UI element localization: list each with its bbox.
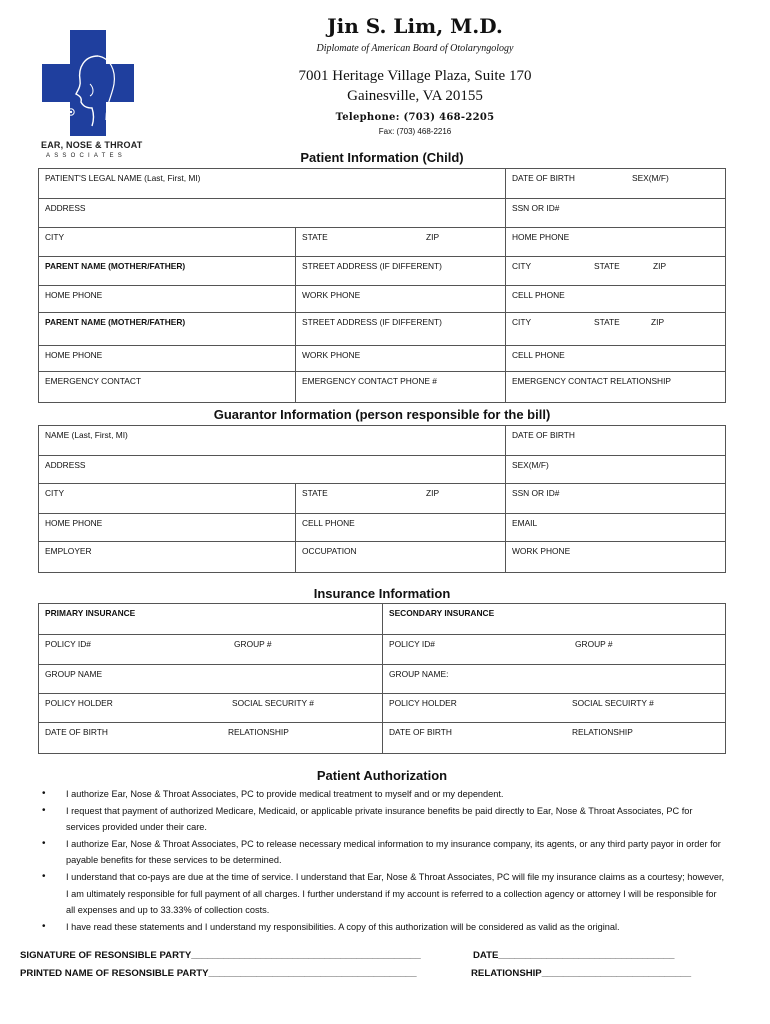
authorization-item xyxy=(38,836,726,869)
parent2-home-phone-field[interactable] xyxy=(39,346,295,371)
guarantor-row-phones xyxy=(39,513,725,541)
authorization-item xyxy=(38,869,726,919)
guarantor-address-label: ADDRESS xyxy=(45,460,86,470)
patient-row-name xyxy=(39,169,725,198)
primary-group-name-label: GROUP NAME xyxy=(45,669,103,679)
secondary-policy-group-field[interactable] xyxy=(382,635,725,664)
insurance-row-dob xyxy=(39,722,725,753)
patient-zip-label: ZIP xyxy=(426,232,440,242)
address-line-1: 7001 Heritage Village Plaza, Suite 170 xyxy=(298,68,532,84)
insurance-row-policy xyxy=(39,634,725,664)
patient-state-label: STATE xyxy=(302,232,328,242)
insurance-row-headers xyxy=(39,604,725,634)
secondary-insurance-label: SECONDARY INSURANCE xyxy=(389,608,495,618)
patient-city-field[interactable] xyxy=(39,228,295,256)
parent2-street-field[interactable] xyxy=(295,313,505,345)
secondary-insurance-field[interactable] xyxy=(382,604,725,634)
parent2-name-label: PARENT NAME (MOTHER/FATHER) xyxy=(45,317,186,327)
patient-home-phone-label: HOME PHONE xyxy=(512,232,570,242)
secondary-dob-label: DATE OF BIRTH xyxy=(389,727,452,737)
guarantor-email-label: EMAIL xyxy=(512,518,538,528)
bullet-icon: • xyxy=(42,870,46,882)
authorization-text: I authorize Ear, Nose & Throat Associates, PC to release necessary medical information to my insurance company, its agents, or any third party payor in order for payable benefits for these services to be determined. xyxy=(66,838,721,866)
guarantor-home-phone-field[interactable] xyxy=(39,514,295,541)
relationship-line[interactable]: RELATIONSHIP____________________________ xyxy=(471,968,692,979)
parent1-home-phone-label: HOME PHONE xyxy=(45,290,103,300)
authorization-list xyxy=(38,786,726,935)
patient-legal-name-label: PATIENT'S LEGAL NAME (Last, First, MI) xyxy=(45,173,201,183)
parent1-zip-label: ZIP xyxy=(653,261,667,271)
patient-address-field[interactable] xyxy=(39,199,505,227)
patient-row-city xyxy=(39,227,725,256)
signature-line[interactable]: SIGNATURE OF RESONSIBLE PARTY___________________________________________ xyxy=(20,950,421,961)
guarantor-employer-label: EMPLOYER xyxy=(45,546,92,556)
parent1-work-phone-label: WORK PHONE xyxy=(302,290,361,300)
guarantor-state-zip-field[interactable] xyxy=(295,484,505,513)
secondary-group-label: GROUP # xyxy=(575,639,613,649)
logo-subtitle: ASSOCIATES xyxy=(46,153,126,159)
secondary-ssn-label: SOCIAL SECUIRTY # xyxy=(572,698,654,708)
guarantor-section-title: Guarantor Information (person responsible for the bill) xyxy=(213,407,551,422)
logo-name: EAR, NOSE & THROAT xyxy=(41,140,143,150)
primary-insurance-field[interactable] xyxy=(39,604,382,634)
parent1-street-field[interactable] xyxy=(295,257,505,285)
secondary-policy-id-label: POLICY ID# xyxy=(389,639,435,649)
emergency-phone-field[interactable] xyxy=(295,372,505,402)
patient-section-title: Patient Information (Child) xyxy=(300,150,464,165)
primary-group-name-field[interactable] xyxy=(39,665,382,693)
guarantor-cell-phone-label: CELL PHONE xyxy=(302,518,355,528)
authorization-item xyxy=(38,919,726,936)
doctor-name: Jin S. Lim, M.D. xyxy=(327,14,503,38)
guarantor-row-employer xyxy=(39,541,725,572)
guarantor-work-phone-label: WORK PHONE xyxy=(512,546,571,556)
secondary-group-name-field[interactable] xyxy=(382,665,725,693)
insurance-info-grid xyxy=(38,603,726,754)
patient-home-phone-field[interactable] xyxy=(505,228,725,256)
guarantor-dob-field[interactable] xyxy=(505,426,725,455)
primary-relationship-label: RELATIONSHIP xyxy=(228,727,289,737)
parent1-cell-phone-field[interactable] xyxy=(505,286,725,312)
guarantor-zip-label: ZIP xyxy=(426,488,440,498)
guarantor-info-grid xyxy=(38,425,726,573)
emergency-row xyxy=(39,371,725,402)
parent1-state-label: STATE xyxy=(594,261,620,271)
primary-policy-holder-label: POLICY HOLDER xyxy=(45,698,113,708)
guarantor-sex-label: SEX(M/F) xyxy=(512,460,549,470)
emergency-relationship-label: EMERGENCY CONTACT RELATIONSHIP xyxy=(512,376,671,386)
patient-address-label: ADDRESS xyxy=(45,203,86,213)
primary-dob-relationship-field[interactable] xyxy=(39,723,382,753)
parent1-home-phone-field[interactable] xyxy=(39,286,295,312)
secondary-policy-holder-label: POLICY HOLDER xyxy=(389,698,457,708)
parent2-home-phone-label: HOME PHONE xyxy=(45,350,103,360)
authorization-text: I authorize Ear, Nose & Throat Associates, PC to provide medical treatment to myself and or my dependent. xyxy=(66,789,504,799)
insurance-row-holder xyxy=(39,693,725,722)
secondary-relationship-label: RELATIONSHIP xyxy=(572,727,633,737)
guarantor-occupation-label: OCCUPATION xyxy=(302,546,357,556)
guarantor-occupation-field[interactable] xyxy=(295,542,505,572)
primary-policy-id-label: POLICY ID# xyxy=(45,639,91,649)
authorization-text: I request that payment of authorized Medicare, Medicaid, or applicable private insurance benefits be paid directly to Ear, Nose & Throat Associates, PC for services provided under their care. xyxy=(66,805,693,833)
parent1-city-label: CITY xyxy=(512,261,532,271)
guarantor-sex-field[interactable] xyxy=(505,456,725,483)
insurance-row-group-name xyxy=(39,664,725,693)
parent2-cell-phone-label: CELL PHONE xyxy=(512,350,565,360)
parent1-name-label: PARENT NAME (MOTHER/FATHER) xyxy=(45,261,186,271)
guarantor-cell-phone-field[interactable] xyxy=(295,514,505,541)
fax: Fax: (703) 468-2216 xyxy=(378,127,452,136)
guarantor-row-address xyxy=(39,455,725,483)
guarantor-ssn-label: SSN OR ID# xyxy=(512,488,560,498)
guarantor-state-label: STATE xyxy=(302,488,328,498)
patient-info-grid xyxy=(38,168,726,403)
address-line-2: Gainesville, VA 20155 xyxy=(347,88,483,104)
authorization-text: I understand that co-pays are due at the time of service. I understand that Ear, Nose & Throat Associates, PC will file my insurance claims as a courtesy; however, I am ultimately responsible for full payment of all charges. I further understand if my account is referred to a collection agency or attorney I will be responsible for all expenses and up to 33.33% of collection costs. xyxy=(66,871,725,916)
secondary-group-name-label: GROUP NAME: xyxy=(389,669,449,679)
patient-legal-name-field[interactable] xyxy=(39,169,505,198)
parent1-city-state-zip-field[interactable] xyxy=(505,257,725,285)
parent2-work-phone-field[interactable] xyxy=(295,346,505,371)
patient-city-label: CITY xyxy=(45,232,65,242)
patient-ssn-label: SSN OR ID# xyxy=(512,203,560,213)
parent2-city-state-zip-field[interactable] xyxy=(505,313,725,345)
emergency-contact-field[interactable] xyxy=(39,372,295,402)
bullet-icon: • xyxy=(42,920,46,932)
patient-ssn-field[interactable] xyxy=(505,199,725,227)
guarantor-name-label: NAME (Last, First, MI) xyxy=(45,430,128,440)
guarantor-work-phone-field[interactable] xyxy=(505,542,725,572)
parent2-state-label: STATE xyxy=(594,317,620,327)
primary-group-label: GROUP # xyxy=(234,639,272,649)
guarantor-email-field[interactable] xyxy=(505,514,725,541)
parent1-street-label: STREET ADDRESS (IF DIFFERENT) xyxy=(302,261,442,271)
secondary-dob-relationship-field[interactable] xyxy=(382,723,725,753)
guarantor-row-name xyxy=(39,426,725,455)
guarantor-address-field[interactable] xyxy=(39,456,505,483)
authorization-item xyxy=(38,786,726,803)
parent2-row xyxy=(39,312,725,345)
parent1-name-field[interactable] xyxy=(39,257,295,285)
primary-insurance-label: PRIMARY INSURANCE xyxy=(45,608,136,618)
primary-dob-label: DATE OF BIRTH xyxy=(45,727,108,737)
telephone: Telephone: (703) 468-2205 xyxy=(335,112,495,123)
parent2-city-label: CITY xyxy=(512,317,532,327)
bullet-icon: • xyxy=(42,804,46,816)
date-line[interactable]: DATE_________________________________ xyxy=(473,950,675,961)
parent1-work-phone-field[interactable] xyxy=(295,286,505,312)
primary-ssn-label: SOCIAL SECURITY # xyxy=(232,698,314,708)
patient-dob-label: DATE OF BIRTH xyxy=(512,173,575,183)
guarantor-home-phone-label: HOME PHONE xyxy=(45,518,103,528)
parent2-street-label: STREET ADDRESS (IF DIFFERENT) xyxy=(302,317,442,327)
authorization-text: I have read these statements and I understand my responsibilities. A copy of this authorization will be considered as valid as the original. xyxy=(66,921,620,932)
guarantor-city-label: CITY xyxy=(45,488,65,498)
diplomate-line: Diplomate of American Board of Otolaryngology xyxy=(316,43,514,54)
insurance-section-title: Insurance Information xyxy=(313,586,451,601)
parent1-cell-phone-label: CELL PHONE xyxy=(512,290,565,300)
emergency-relationship-field[interactable] xyxy=(505,372,725,402)
patient-sex-label: SEX(M/F) xyxy=(632,173,669,183)
guarantor-ssn-field[interactable] xyxy=(505,484,725,513)
printed-name-line[interactable]: PRINTED NAME OF RESONSIBLE PARTY_______________________________________ xyxy=(20,968,417,979)
parent2-zip-label: ZIP xyxy=(651,317,665,327)
guarantor-row-city xyxy=(39,483,725,513)
ent-cross-head-logo-icon xyxy=(40,28,140,138)
parent2-cell-phone-field[interactable] xyxy=(505,346,725,371)
emergency-contact-label: EMERGENCY CONTACT xyxy=(45,376,142,386)
parent2-work-phone-label: WORK PHONE xyxy=(302,350,361,360)
parent2-phone-row xyxy=(39,345,725,371)
primary-holder-ssn-field[interactable] xyxy=(39,694,382,722)
parent2-name-field[interactable] xyxy=(39,313,295,345)
patient-dob-sex-field[interactable] xyxy=(505,169,725,198)
patient-state-zip-field[interactable] xyxy=(295,228,505,256)
parent1-phone-row xyxy=(39,285,725,312)
guarantor-name-field[interactable] xyxy=(39,426,505,455)
guarantor-employer-field[interactable] xyxy=(39,542,295,572)
primary-policy-group-field[interactable] xyxy=(39,635,382,664)
guarantor-city-field[interactable] xyxy=(39,484,295,513)
bullet-icon: • xyxy=(42,788,46,799)
guarantor-dob-label: DATE OF BIRTH xyxy=(512,430,575,440)
authorization-item xyxy=(38,803,726,836)
parent1-row xyxy=(39,256,725,285)
patient-row-address xyxy=(39,198,725,227)
secondary-holder-ssn-field[interactable] xyxy=(382,694,725,722)
emergency-phone-label: EMERGENCY CONTACT PHONE # xyxy=(302,376,437,386)
bullet-icon: • xyxy=(42,837,46,849)
authorization-section-title: Patient Authorization xyxy=(316,768,448,783)
